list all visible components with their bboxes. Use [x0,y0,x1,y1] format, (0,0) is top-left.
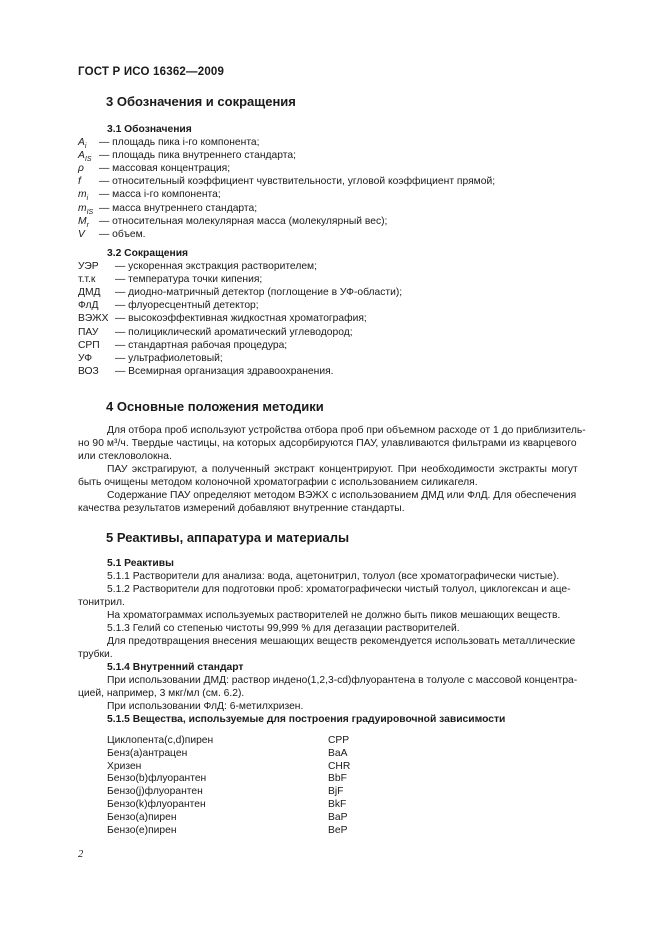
compound-name: Бензо(e)пирен [107,825,177,836]
abbreviation-description: — флуоресцентный детектор; [115,300,259,311]
abbreviation-description: — ультрафиолетовый; [115,353,223,364]
abbreviation: УФ [78,353,93,364]
compound-abbreviation: BeP [328,825,348,836]
abbreviation-description: — стандартная рабочая процедура; [115,340,288,351]
compound-abbreviation: BkF [328,799,347,810]
symbol-description: — масса i-го компонента; [99,189,221,200]
compound-abbreviation: BbF [328,773,347,784]
subsection-3-2-title: 3.2 Сокращения [107,248,189,259]
symbol-description: — относительный коэффициент чувствительности, угловой коэффициент прямой; [99,176,496,187]
paragraph-text: При использовании ДМД: раствор индено(1,2,3-cd)флуорантена в толуоле с массовой концентра- [107,675,578,686]
paragraph-text: цией, например, 3 мкг/мл (см. 6.2). [78,688,245,699]
compound-name: Бензо(k)флуорантен [107,799,206,810]
abbreviation: УЭР [78,261,99,272]
paragraph-text: Для предотвращения внесения мешающих веществ рекомендуется использовать металлические [107,636,576,647]
abbreviation-description: — ускоренная экстракция растворителем; [115,261,317,272]
section-5-title: 5 Реактивы, аппаратура и материалы [106,530,350,545]
subsection-5-1-title: 5.1 Реактивы [107,558,174,569]
symbol-description: — относительная молекулярная масса (молекулярный вес); [99,216,388,227]
symbol: f [78,176,81,187]
abbreviation: ПАУ [78,327,99,338]
abbreviation: ВОЗ [78,366,99,377]
paragraph-text: 5.1.2 Растворители для подготовки проб: хроматографически чистый толуол, циклогексан и аце- [107,584,571,595]
page-number: 2 [78,849,84,860]
compound-name: Циклопента(c,d)пирен [107,735,214,746]
subsection-5-1-5-title: 5.1.5 Вещества, используемые для построения градуировочной зависимости [107,714,506,725]
paragraph-text: качества результатов измерений добавляют внутренние стандарты. [78,503,405,514]
subsection-5-1-4-title: 5.1.4 Внутренний стандарт [107,662,244,673]
compound-abbreviation: BaP [328,812,348,823]
compound-name: Бензо(b)флуорантен [107,773,207,784]
paragraph-text: Для отбора проб используют устройства отбора проб при объемном расходе от 1 до приблизитель- [107,425,586,436]
symbol-description: — площадь пика i-го компонента; [99,137,260,148]
abbreviation-description: — полициклический ароматический углеводород; [115,327,353,338]
symbol-description: — масса внутреннего стандарта; [99,203,258,214]
abbreviation: ФлД [78,300,99,311]
compound-abbreviation: BaA [328,748,348,759]
abbreviation-description: — высокоэффективная жидкостная хроматография; [115,313,367,324]
paragraph-text: Содержание ПАУ определяют методом ВЭЖХ с использованием ДМД или ФлД. Для обеспечения [107,490,577,501]
abbreviation: ВЭЖХ [78,313,109,324]
abbreviation-description: — Всемирная организация здравоохранения. [115,366,334,377]
compound-name: Бензо(j)флуорантен [107,786,203,797]
abbreviation-description: — температура точки кипения; [115,274,263,285]
paragraph-text: 5.1.3 Гелий со степенью чистоты 99,999 % для дегазации растворителей. [107,623,460,634]
paragraph-text: трубки. [78,649,113,660]
paragraph-text: ПАУ экстрагируют, а полученный экстракт концентрируют. При необходимости экстракты могут [107,464,578,475]
compound-name: Бенз(a)антрацен [107,748,188,759]
symbol: $M_r$ [78,216,89,230]
section-4-title: 4 Основные положения методики [106,399,324,414]
symbol-description: — площадь пика внутреннего стандарта; [99,150,296,161]
abbreviation: т.т.к [78,274,96,285]
paragraph-text: тонитрил. [78,597,125,608]
compound-name: Хризен [107,761,142,772]
section-3-title: 3 Обозначения и сокращения [106,94,296,109]
symbol: V [78,229,85,240]
paragraph-text: 5.1.1 Растворители для анализа: вода, ацетонитрил, толуол (все хроматографически чистые). [107,571,560,582]
symbol: $m_{IS}$ [78,203,94,217]
symbol: $A_i$ [78,137,87,151]
compound-abbreviation: CHR [328,761,351,772]
abbreviation: ДМД [78,287,101,298]
abbreviation-description: — диодно-матричный детектор (поглощение в УФ-области); [115,287,403,298]
compound-abbreviation: BjF [328,786,344,797]
symbol: ρ [78,163,84,174]
paragraph-text: но 90 м³/ч. Твердые частицы, на которых адсорбируются ПАУ, улавливаются фильтрами из кварцевого [78,438,577,449]
document-header: ГОСТ Р ИСО 16362—2009 [78,66,225,78]
symbol-description: — массовая концентрация; [99,163,231,174]
paragraph-text: На хроматограммах используемых растворителей не должно быть пиков мешающих веществ. [107,610,561,621]
symbol-description: — объем. [99,229,146,240]
compound-name: Бензо(a)пирен [107,812,177,823]
symbol: $A_{IS}$ [78,150,92,164]
symbol: $m_i$ [78,189,89,203]
paragraph-text: быть очищены методом колоночной хроматографии с использованием силикагеля. [78,477,478,488]
compound-abbreviation: CPP [328,735,350,746]
paragraph-text: При использовании ФлД: 6-метилхризен. [107,701,304,712]
subsection-3-1-title: 3.1 Обозначения [107,124,192,135]
paragraph-text: или стекловолокна. [78,451,172,462]
abbreviation: СРП [78,340,100,351]
